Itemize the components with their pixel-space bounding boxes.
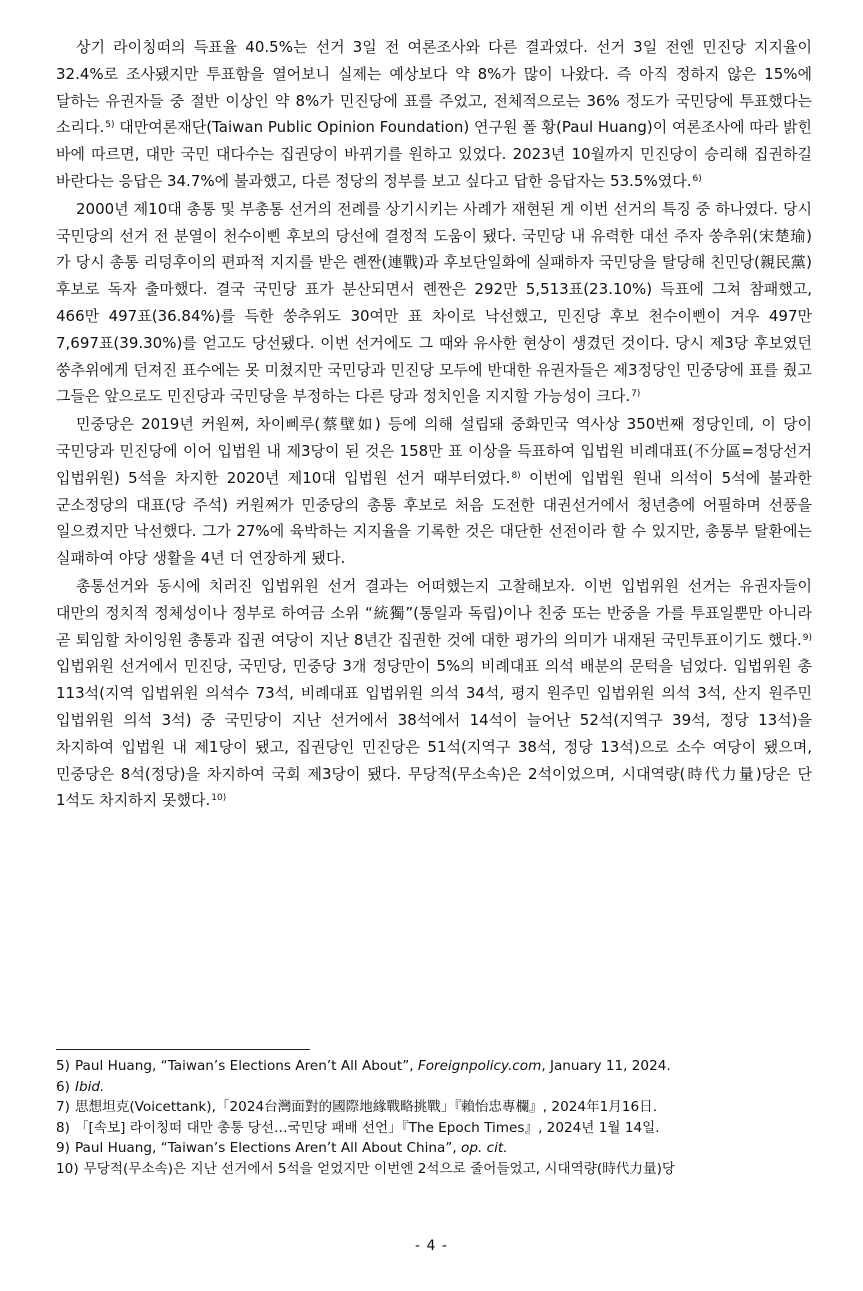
footnote-8: 8 ) 「[속보] 라이칭떠 대만 총통 당선…국민당 패배 선언」『The Epoch Times』, 2024년 1월 14일. [56,1118,812,1139]
paragraph-3: 민중당은 2019년 커원쩌, 차이삐루(蔡壁如) 등에 의해 설립돼 중화민국 역사상 350번째 정당인데, 이 당이 국민당과 민진당에 이어 입법원 내 제3당이 된 것은 158만 표 이상을 득표하여 입법원 비례대표(不分區=정당선거 입법위원) 5석을 차지한 2020년 제10대 입법원 선거 때부터였다.$^{8)}$ 이번에 입법원 원내 의석이 5석에 불과한 군소정당의 대표(당 주석) 커원쩌가 민중당의 총통 후보로 처음 도전한 대권선거에서 청년층에 어필하며 선풍을 일으켰지만 낙선했다. 그가 27%에 육박하는 지지율을 기록한 것은 대단한 선전이라 할 수 있지만, 총통부 탈환에는 실패하여 야당 생활을 4년 더 연장하게 됐다. [56,415,812,568]
footnote-7: 7 ) 思想坦克(Voicettank),「2024台灣面對的國際地緣戰略挑戰」『賴怡忠專欄』, 2024年1月16日. [56,1097,812,1118]
paragraph-2: 2000년 제10대 총통 및 부총통 선거의 전례를 상기시키는 사례가 재현된 게 이번 선거의 특징 중 하나였다. 당시 국민당의 선거 전 분열이 천수이삔 후보의 당선에 결정적 도움이 됐다. 국민당 내 유력한 대선 주자 쑹추위(宋楚瑜)가 당시 총통 리덩후이의 편파적 지지를 받은 롄짠(連戰)과 후보단일화에 실패하자 국민당을 탈당해 친민당(親民黨) 후보로 독자 출마했다. 결국 국민당 표가 분산되면서 롄짠은 292만 5,513표(23.10%) 득표에 그쳐 참패했고, 466만 497표(36.84%)를 득한 쑹추위도 30여만 표 차이로 낙선했고, 민진당 후보 천수이삔이 겨우 497만 7,697표(39.30%)를 얻고도 당선됐다. 이번 선거에도 그 때와 유사한 현상이 생겼던 것이다. 당시 제3당 후보였던 쑹추위에게 던져진 표수에는 못 미쳤지만 국민당과 민진당 모두에 반대한 유권자들은 제3정당인 민중당에 표를 줬고 그들은 앞으로도 민진당과 국민당을 부정하는 다른 당과 정치인을 지지할 가능성이 크다.$^{7)}$ [56,199,812,406]
footnote-source-italic: Ibid. [74,1078,105,1095]
footnote-source-italic: Foreignpolicy.com [417,1058,542,1074]
footnote-list [56,1056,812,1180]
document-body [56,34,812,814]
footnote-ref-7[interactable]: 7) [631,389,641,400]
footnote-5: 5 ) Paul Huang, “Taiwan’s Elections Aren’t All About”, Foreignpolicy.com, January 11, 2024. [56,1056,812,1077]
footnote-ref-5[interactable]: 5) [105,120,115,131]
paragraph-4: 총통선거와 동시에 치러진 입법위원 선거 결과는 어떠했는지 고찰해보자. 이번 입법위원 선거는 유권자들이 대만의 정치적 정체성이나 정부로 하여금 소위 “統獨”(통일과 독립)이나 친중 또는 반중을 가를 투표일뿐만 아니라 곧 퇴임할 차이잉원 총통과 집권 여당이 지난 8년간 집권한 것에 대한 평가의 의미가 내재된 국민투표이기도 했다.$^{9)}$ 입법위원 선거에서 민진당, 국민당, 민중당 3개 정당만이 5%의 비례대표 의석 배분의 문턱을 넘었다. 입법위원 총 113석(지역 입법위원 의석수 73석, 비례대표 입법위원 의석 34석, 평지 원주민 입법위원 의석 3석, 산지 원주민 입법위원 의석 3석) 중 국민당이 지난 선거에서 38석에서 14석이 늘어난 52석(지역구 39석, 정당 13석)을 차지하여 입법원 내 제1당이 됐고, 집권당인 민진당은 51석(지역구 38석, 정당 13석)으로 소수 여당이 됐으며, 민중당은 8석(정당)을 차지하여 국회 제3당이 됐다. 무당적(무소속)은 2석이었으며, 시대역량(時代力量)당은 단 1석도 차지하지 못했다.$^{10)}$ [56,576,812,810]
footnote-10: 10 ) 무당적(무소속)은 지난 선거에서 5석을 얻었지만 이번엔 2석으로 줄어들었고, 시대역량(時代力量)당 [56,1159,812,1180]
footnote-9: 9 ) Paul Huang, “Taiwan’s Elections Aren’t All About China”, op. cit. [56,1138,812,1159]
footnote-source-italic: op. cit. [461,1140,508,1157]
paragraph-1: 상기 라이칭떠의 득표율 40.5%는 선거 3일 전 여론조사와 다른 결과였다. 선거 3일 전엔 민진당 지지율이 32.4%로 조사됐지만 투표함을 열어보니 실제는 예상보다 약 8%가 많이 나왔다. 즉 아직 정하지 않은 15%에 달하는 유권자들 중 절반 이상인 약 8%가 민진당에 표를 주었고, 전체적으로는 36% 정도가 국민당에 투표했다는 소리다.$^{5)}$ 대만여론재단(Taiwan Public Opinion Foundation) 연구원 폴 황(Paul Huang)이 여론조사에 따라 밝힌 바에 따르면, 대만 국민 대다수는 집권당이 바뀌기를 원하고 있었다. 2023년 10월까지 민진당이 승리해 집권하길 바란다는 응답은 34.7%에 불과했고, 다른 정당의 정부를 보고 싶다고 답한 응답자는 53.5%였다.$^{6)}$ [56,38,812,190]
page-number: - 4 - [415,1238,448,1254]
footnote-ref-6[interactable]: 6) [692,173,702,184]
footnote-ref-8[interactable]: 8) [511,470,521,481]
footnote-ref-10[interactable]: 10) [211,793,227,804]
footnote-ref-9[interactable]: 9) [802,632,812,643]
footnote-6: 6 ) Ibid. [56,1077,812,1098]
footnote-divider [56,1049,310,1050]
